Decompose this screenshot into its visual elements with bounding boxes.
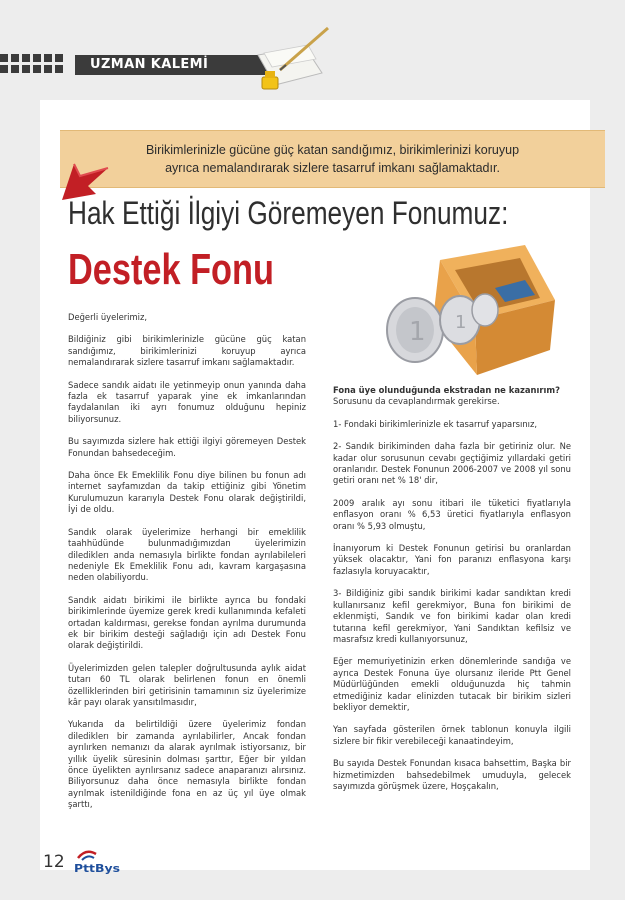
- paragraph: 2009 aralık ayı sonu itibari ile tüketici fiyatlarıyla enflasyon oranı % 6,53 üretici fiyatlarıyla enflasyon oranı % 5,93 olmuştu,: [333, 497, 571, 531]
- paragraph: Yukarıda da belirtildiği üzere üyelerimiz fondan dilediklerı bir zamanda ayrılabilirler, Ancak fondan ayrılırken nemanızı da alarak ayrılmak istiyorsanız, bir yıllık üyelik süresinin dolması şarttır, Eğer bir yıldan önce üyelikten ayrılırsanız sadece anaparanızı alırsınız. Biliyorsunuz daha önce nemasıyla birlikte fondan ayrılmak istenildiğinde fona en az üç yıl üye olmak şarttı,: [68, 719, 306, 810]
- pttbys-logo: [72, 846, 122, 878]
- page-number: 12: [43, 852, 65, 872]
- paragraph: Sandık aidatı birikimi ile birlikte ayrıca bu fondaki birikimlerinde üyemize gerek kredi kullanımında kefaleti ortadan kaldırması, gerekse fondan ayrılma durumunda ek bir birikim desteği sağladığı için adı Destek Fonu olarak değiştirildi.: [68, 594, 306, 651]
- paragraph: Üyelerimizden gelen talepler doğrultusunda aylık aidat tutarı 60 TL olarak belirlenen fonun en önemli özelliklerinden biri getirisinin tamamının siz üyelerimize kâr payı olarak yansıtılmasıdır,: [68, 662, 306, 707]
- paragraph: Değerli üyelerimiz,: [68, 312, 148, 322]
- banner-line-2: ayrıca nemalandırarak sizlere tasarruf imkanı sağlamaktadır.: [165, 161, 500, 175]
- paragraph: Sorusunu da cevaplandırmak gerekirse.: [333, 396, 500, 407]
- question-heading: Fona üye olunduğunda ekstradan ne kazanırım?: [333, 385, 560, 395]
- header-dots-decoration: [0, 52, 70, 76]
- section-title: UZMAN KALEMİ: [90, 57, 209, 72]
- paragraph: Bildiğiniz gibi birikimlerinizle gücüne güç katan sandığımız, birikimlerinizi koruyup ayrıca nemalandırarak sizlere tasarruf imkanı sağlamaktadır.: [68, 334, 306, 368]
- paragraph: 1- Fondaki birikimlerinizle ek tasarruf yaparsınız,: [333, 418, 538, 429]
- svg-text:1: 1: [455, 312, 467, 333]
- paragraph: Bu sayımızda sizlere hak ettiği ilgiyi göremeyen Destek Fonundan bahsedeceğim.: [68, 436, 306, 458]
- coin-box-illustration: [385, 240, 560, 380]
- paragraph: 3- Bildiğiniz gibi sandık birikimi kadar sandıktan kredi kullanırsanız kefil gerekmiyor, Buna fon birikimi de eklenmişti, Sandık ve fon birikimi kadar olan kredi tutarına kefil gerekmiyor, Yani Sandıktan kefilsiz ve masrafsız kredi kullanıyorsunuz,: [333, 588, 571, 644]
- svg-text:PttBys: PttBys: [74, 862, 121, 875]
- article-title-line-2: Destek Fonu: [68, 245, 274, 294]
- paragraph: Daha önce Ek Emeklilik Fonu diye bilinen bu fonun adı internet sayfamızdan da takip ettiğiniz gibi Yönetim Kurulumuzun kararıyla Destek Fonu olarak değiştirildi, İyi de oldu.: [68, 470, 306, 515]
- paragraph: Yan sayfada gösterilen örnek tablonun konuyla ilgili sizlere bir fikir verebileceği kanaatindeyim,: [333, 724, 571, 746]
- banner-line-1: Birikimlerinizle gücüne güç katan sandığımız, birikimlerinizi koruyup: [145, 143, 520, 157]
- paragraph: 2- Sandık birikiminden daha fazla bir getiriniz olur. Ne kadar olur sorusunun cevabı geçtiğimiz yıllardaki getiri oranlarıdır. Destek Fonunun 2006-2007 ve 2008 yıl sonu getiri oranı net % 18' dir,: [333, 441, 571, 486]
- article-title-line-1: Hak Ettiği İlgiyi Göremeyen Fonumuz:: [68, 195, 509, 231]
- svg-text:1: 1: [409, 317, 426, 347]
- article-left-column: [68, 312, 306, 822]
- quill-pen-icon: [250, 25, 335, 100]
- article-right-column: [333, 385, 571, 803]
- paragraph: Bu sayıda Destek Fonundan kısaca bahsettim, Başka bir hizmetimizden bahsedebilmek umuduyla, gelecek sayımızda görüşmek üzere, Hoşçakalın,: [333, 758, 571, 791]
- paragraph: İnanıyorum ki Destek Fonunun getirisi bu oranlardan yüksek olacaktır, Yani fon paranızı enflasyona karşı fazlasıyla koruyacaktır,: [333, 543, 571, 576]
- intro-banner: [60, 130, 605, 188]
- paragraph: Eğer memuriyetinizin erken dönemlerinde sandığa ve ayrıca Destek Fonuna üye olursanız ileride Ptt Genel Müdürlüğünden emekli olduğunuzda hiç tahmin etmediğiniz kadar elinizden tutacak bir birikim sizleri bekliyor demektir,: [333, 656, 571, 712]
- paragraph: Sadece sandık aidatı ile yetinmeyip onun yanında daha fazla ek tasarruf yaparak yine ek imkanlarından faydalanılan iki ayrı fonumuz olduğunu hepiniz biliyorsunuz.: [68, 379, 306, 424]
- paragraph: Sandık olarak üyelerimize herhangi bir emeklilik taahhüdünde bulunmadığımızdan üyelerimizin dilediklerı anda nemasıyla birlikte fondan ayrılabileleri nedeniyle Ek Emeklilik Fonu adı, kavram kargaşasına neden olabiliyordu.: [68, 526, 306, 583]
